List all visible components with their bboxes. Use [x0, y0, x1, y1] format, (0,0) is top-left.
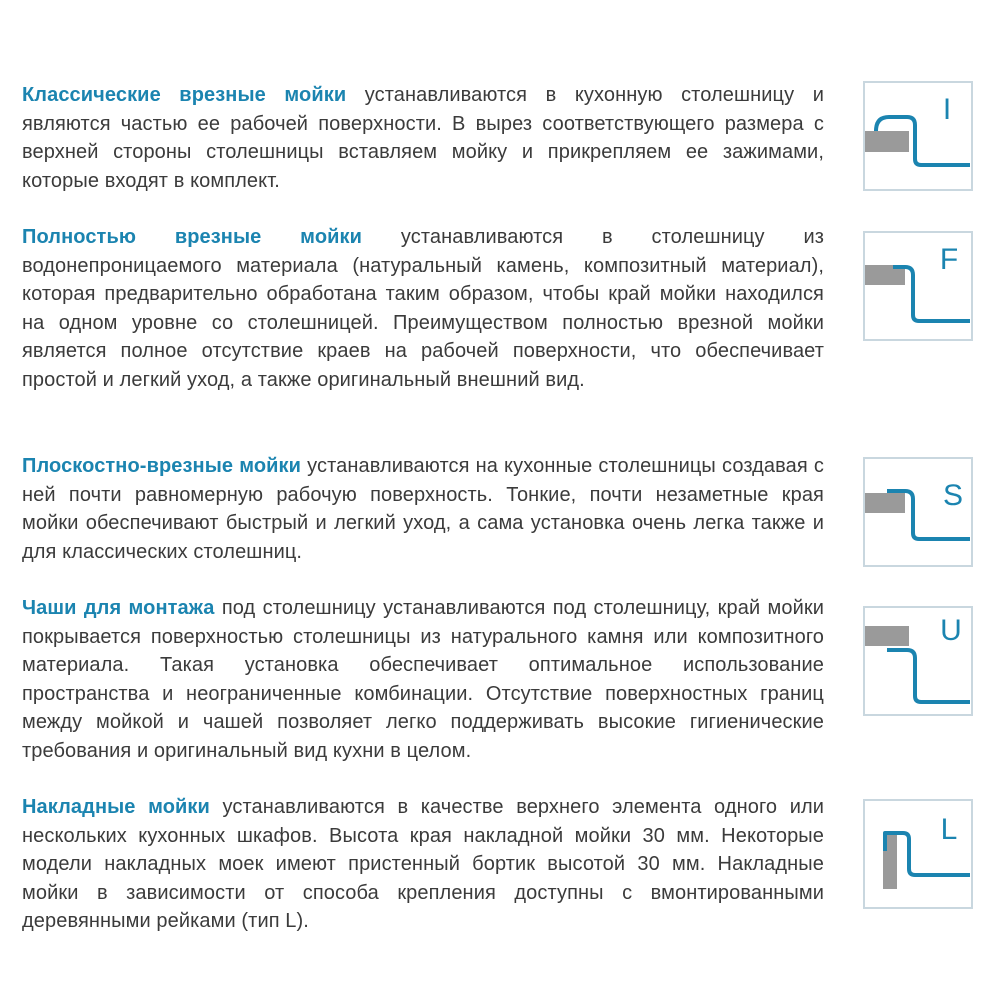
- type-letter-s: S: [942, 479, 964, 512]
- paragraph-semi-flush: [22, 452, 824, 566]
- type-letter-u: U: [940, 614, 962, 647]
- sit-on-sink-diagram-icon: [863, 799, 973, 909]
- description-sit-on: устанавливаются в качестве верхнего элемента одного или нескольких кухонных шкафов. Высота края накладной мойки 30 мм. Некоторые модели накладных моек имеют пристенный бортик высотой 30 мм. Накладные мойки в зависимости от способа крепления доступны с вмонтированными деревянными рейками (тип L).: [22, 796, 825, 933]
- section-semi-flush: [22, 452, 824, 566]
- type-letter-i: I: [942, 93, 952, 126]
- term-flush-mount: Полностью врезные мойки: [22, 226, 363, 248]
- countertop-shape: [865, 131, 909, 152]
- section-classic-inset: [22, 81, 824, 195]
- semi-flush-sink-diagram-icon: [863, 457, 973, 567]
- paragraph-sit-on: [22, 793, 824, 936]
- section-undermount: [22, 594, 824, 766]
- description-flush-mount: устанавливаются в столешницу из водонепроницаемого материала (натуральный камень, композитный материал), которая предварительно обработана таким образом, чтобы край мойки находился на одном уровне со столешницей. Преимуществом полностью врезной мойки является полное отсутствие краев на рабочей поверхности, что обеспечивает простой и легкий уход, а также оригинальный внешний вид.: [22, 226, 825, 391]
- paragraph-undermount: [22, 594, 824, 766]
- flush-mount-sink-diagram-icon: [863, 231, 973, 341]
- type-letter-f: F: [939, 243, 959, 276]
- term-semi-flush: Плоскостно-врезные мойки: [22, 455, 302, 477]
- description-classic-inset: устанавливаются в кухонную столешницу и являются частью ее рабочей поверхности. В вырез соответствующего размера с верхней стороны столешницы вставляем мойку и прикрепляем ее зажимами, которые входят в комплект.: [22, 84, 824, 192]
- term-sit-on: Накладные мойки: [22, 796, 210, 818]
- type-letter-l: L: [940, 813, 958, 846]
- description-undermount: под столешницу устанавливаются под столешницу, край мойки покрывается поверхностью столешницы из натурального камня или композитного материала. Такая установка обеспечивает оптимальное использование пространства и неограниченные комбинации. Отсутствие поверхностных границ между мойкой и чашей позволяет легко поддерживать высокие гигиенические требования и оригинальный вид кухни в целом.: [22, 597, 824, 762]
- countertop-shape: [865, 493, 905, 513]
- term-undermount: Чаши для монтажа: [22, 597, 215, 619]
- section-sit-on: [22, 793, 824, 936]
- classic-inset-sink-diagram-icon: [863, 81, 973, 191]
- section-flush-mount: [22, 223, 824, 395]
- paragraph-flush-mount: [22, 223, 824, 395]
- description-semi-flush: устанавливаются на кухонные столешницы создавая с ней почти равномерную рабочую поверхность. Тонкие, почти незаметные края мойки обеспечивают быстрый и легкий уход, а сама установка очень легка также и для классических столешниц.: [22, 455, 824, 563]
- term-classic-inset: Классические врезные мойки: [22, 84, 347, 106]
- countertop-shape: [865, 626, 909, 646]
- paragraph-classic-inset: [22, 81, 824, 195]
- undermount-sink-diagram-icon: [863, 606, 973, 716]
